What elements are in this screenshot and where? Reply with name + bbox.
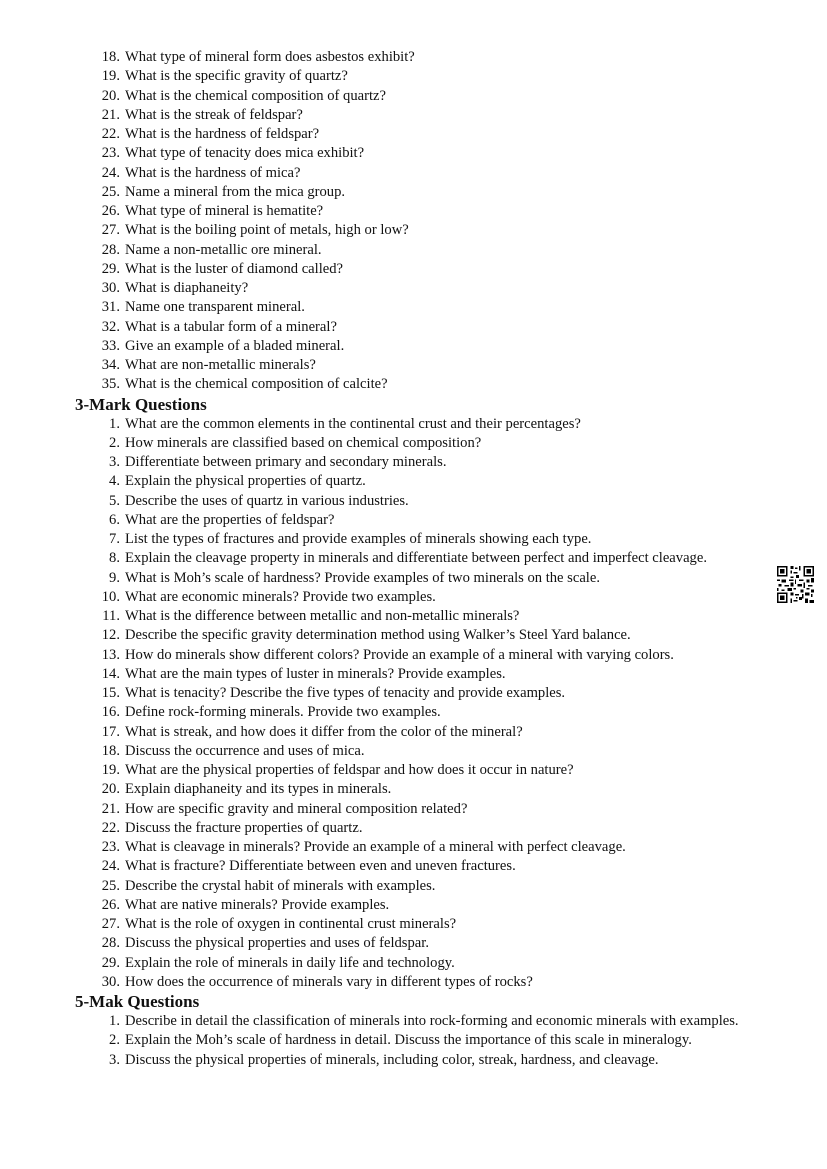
question-number: 28. xyxy=(101,241,120,258)
question-number: 32. xyxy=(101,318,120,335)
question-text: What is the role of oxygen in continental crust minerals? xyxy=(125,916,457,932)
question-number: 6. xyxy=(109,511,120,528)
question-text: Name a non-metallic ore mineral. xyxy=(125,241,322,258)
question-item xyxy=(0,665,827,684)
question-number: 14. xyxy=(101,665,120,682)
question-item xyxy=(0,646,827,665)
question-text: What are native minerals? Provide examples. xyxy=(125,896,390,913)
question-item xyxy=(0,87,827,106)
question-number: 25. xyxy=(101,877,120,894)
question-item xyxy=(0,1031,827,1050)
qr-code-icon[interactable] xyxy=(777,566,814,603)
question-text: What are non-metallic minerals? xyxy=(125,357,316,373)
document-page xyxy=(0,48,827,1070)
question-number: 27. xyxy=(101,916,120,932)
question-number: 25. xyxy=(101,183,120,200)
question-text: What are the physical properties of feldspar and how does it occur in nature? xyxy=(125,762,574,778)
question-text: What are economic minerals? Provide two examples. xyxy=(125,588,436,605)
question-text: What is tenacity? Describe the five types of tenacity and provide examples. xyxy=(125,685,566,701)
question-number: 10. xyxy=(101,588,120,605)
three-mark-questions xyxy=(0,415,827,993)
question-item xyxy=(0,530,827,549)
question-text: What are the properties of feldspar? xyxy=(125,511,335,528)
question-item xyxy=(0,48,827,67)
question-item xyxy=(0,375,827,394)
question-item xyxy=(0,202,827,221)
question-number: 24. xyxy=(101,164,120,181)
question-text: Give an example of a bladed mineral. xyxy=(125,337,345,354)
question-item xyxy=(0,241,827,260)
question-item xyxy=(0,569,827,588)
three-mark-heading: 3-Mark Questions xyxy=(75,394,207,414)
question-number: 18. xyxy=(101,49,120,65)
question-item xyxy=(0,954,827,973)
question-text: Explain diaphaneity and its types in minerals. xyxy=(125,781,392,798)
question-number: 4. xyxy=(109,473,120,490)
question-number: 22. xyxy=(101,126,120,142)
question-number: 26. xyxy=(101,203,120,219)
question-item xyxy=(0,453,827,472)
question-item xyxy=(0,780,827,799)
question-text: How do minerals show different colors? Provide an example of a mineral with varying colors. xyxy=(125,646,674,663)
question-item xyxy=(0,415,827,434)
question-item xyxy=(0,761,827,780)
question-item xyxy=(0,684,827,703)
question-number: 23. xyxy=(101,145,120,162)
question-number: 3. xyxy=(109,1051,120,1068)
question-number: 22. xyxy=(101,819,120,836)
question-number: 1. xyxy=(109,1013,120,1029)
question-item xyxy=(0,183,827,202)
question-number: 34. xyxy=(101,357,120,373)
question-text: Differentiate between primary and secondary minerals. xyxy=(125,454,447,470)
question-text: Discuss the physical properties and uses of feldspar. xyxy=(125,935,429,952)
question-number: 8. xyxy=(109,550,120,567)
question-item xyxy=(0,838,827,857)
question-text: Discuss the physical properties of minerals, including color, streak, hardness, and cleavage. xyxy=(125,1051,659,1068)
question-text: Describe the uses of quartz in various industries. xyxy=(125,492,409,509)
question-item xyxy=(0,819,827,838)
question-item xyxy=(0,260,827,279)
question-number: 31. xyxy=(101,299,120,316)
question-number: 15. xyxy=(101,685,120,701)
question-item xyxy=(0,164,827,183)
question-item xyxy=(0,549,827,568)
question-number: 19. xyxy=(101,762,120,778)
question-text: Explain the cleavage property in minerals and differentiate between perfect and imperfect cleavage. xyxy=(125,550,707,567)
question-number: 26. xyxy=(101,896,120,913)
question-text: What is the specific gravity of quartz? xyxy=(125,68,348,85)
question-item xyxy=(0,1012,827,1031)
question-number: 20. xyxy=(101,781,120,798)
question-number: 29. xyxy=(101,954,120,971)
question-item xyxy=(0,144,827,163)
question-text: What is streak, and how does it differ from the color of the mineral? xyxy=(125,723,523,740)
question-text: What is the hardness of feldspar? xyxy=(125,126,320,142)
question-text: What type of tenacity does mica exhibit? xyxy=(125,145,365,162)
question-text: What is a tabular form of a mineral? xyxy=(125,318,337,335)
question-item xyxy=(0,67,827,86)
five-mark-heading: 5-Mak Questions xyxy=(75,992,200,1011)
question-text: Define rock-forming minerals. Provide two examples. xyxy=(125,704,441,721)
question-item xyxy=(0,934,827,953)
question-text: What type of mineral is hematite? xyxy=(125,203,324,219)
question-item xyxy=(0,434,827,453)
question-item xyxy=(0,877,827,896)
question-item xyxy=(0,973,827,992)
question-item xyxy=(0,857,827,876)
question-item xyxy=(0,356,827,375)
question-text: What is the difference between metallic and non-metallic minerals? xyxy=(125,608,520,624)
question-number: 3. xyxy=(109,454,120,470)
question-item xyxy=(0,588,827,607)
question-item xyxy=(0,298,827,317)
question-item xyxy=(0,723,827,742)
question-number: 1. xyxy=(109,415,120,432)
question-text: Discuss the fracture properties of quartz. xyxy=(125,819,363,836)
question-number: 2. xyxy=(109,434,120,451)
question-text: Explain the Moh’s scale of hardness in detail. Discuss the importance of this scale in mineralogy. xyxy=(125,1032,692,1049)
question-number: 9. xyxy=(109,569,120,586)
question-text: Discuss the occurrence and uses of mica. xyxy=(125,742,365,759)
question-text: What are the common elements in the continental crust and their percentages? xyxy=(125,415,581,432)
question-text: What is the chemical composition of calcite? xyxy=(125,376,388,393)
question-text: What is the streak of feldspar? xyxy=(125,106,303,123)
question-text: Explain the physical properties of quartz. xyxy=(125,473,366,490)
question-text: What is Moh’s scale of hardness? Provide examples of two minerals on the scale. xyxy=(125,569,600,586)
question-text: What is the boiling point of metals, high or low? xyxy=(125,222,409,239)
question-number: 5. xyxy=(109,492,120,509)
question-text: What is cleavage in minerals? Provide an example of a mineral with perfect cleavage. xyxy=(125,839,626,855)
question-number: 13. xyxy=(101,646,120,663)
question-number: 35. xyxy=(101,376,120,393)
question-text: Name one transparent mineral. xyxy=(125,299,305,316)
question-number: 2. xyxy=(109,1032,120,1049)
question-text: What is the hardness of mica? xyxy=(125,164,301,181)
question-number: 27. xyxy=(101,222,120,239)
question-number: 12. xyxy=(101,627,120,644)
question-number: 21. xyxy=(101,106,120,123)
question-item xyxy=(0,337,827,356)
question-text: Describe the specific gravity determination method using Walker’s Steel Yard balance. xyxy=(125,627,631,644)
question-number: 30. xyxy=(101,280,120,296)
five-mark-questions xyxy=(0,1012,827,1070)
question-number: 23. xyxy=(101,839,120,855)
question-number: 18. xyxy=(101,742,120,759)
question-text: What is diaphaneity? xyxy=(125,280,249,296)
question-item xyxy=(0,607,827,626)
question-number: 33. xyxy=(101,337,120,354)
question-number: 11. xyxy=(102,608,120,624)
two-mark-questions-continued xyxy=(0,48,827,395)
question-number: 24. xyxy=(101,858,120,875)
question-item xyxy=(0,492,827,511)
question-item xyxy=(0,703,827,722)
question-text: How are specific gravity and mineral composition related? xyxy=(125,800,468,817)
question-item xyxy=(0,279,827,298)
question-text: Describe in detail the classification of minerals into rock-forming and economic minerals with examples. xyxy=(125,1013,739,1029)
question-item xyxy=(0,742,827,761)
question-text: Describe the crystal habit of minerals with examples. xyxy=(125,877,436,894)
question-text: What type of mineral form does asbestos exhibit? xyxy=(125,49,415,65)
question-item xyxy=(0,896,827,915)
question-text: List the types of fractures and provide examples of minerals showing each type. xyxy=(125,531,592,547)
question-text: What are the main types of luster in minerals? Provide examples. xyxy=(125,665,506,682)
question-number: 21. xyxy=(101,800,120,817)
question-text: Explain the role of minerals in daily life and technology. xyxy=(125,954,455,971)
question-item xyxy=(0,221,827,240)
question-number: 30. xyxy=(101,973,120,990)
question-item xyxy=(0,125,827,144)
question-item xyxy=(0,472,827,491)
question-item xyxy=(0,800,827,819)
question-item xyxy=(0,626,827,645)
question-item xyxy=(0,106,827,125)
question-text: How does the occurrence of minerals vary in different types of rocks? xyxy=(125,973,533,990)
question-text: What is the chemical composition of quartz? xyxy=(125,87,386,104)
question-number: 19. xyxy=(101,68,120,85)
question-text: How minerals are classified based on chemical composition? xyxy=(125,434,482,451)
question-number: 7. xyxy=(109,531,120,547)
question-text: What is fracture? Differentiate between even and uneven fractures. xyxy=(125,858,516,875)
question-number: 28. xyxy=(101,935,120,952)
question-item xyxy=(0,915,827,934)
question-number: 16. xyxy=(101,704,120,721)
question-item xyxy=(0,1051,827,1070)
question-number: 29. xyxy=(101,260,120,277)
question-text: What is the luster of diamond called? xyxy=(125,260,344,277)
question-item xyxy=(0,318,827,337)
question-number: 20. xyxy=(101,87,120,104)
question-item xyxy=(0,511,827,530)
question-text: Name a mineral from the mica group. xyxy=(125,183,346,200)
question-number: 17. xyxy=(101,723,120,740)
